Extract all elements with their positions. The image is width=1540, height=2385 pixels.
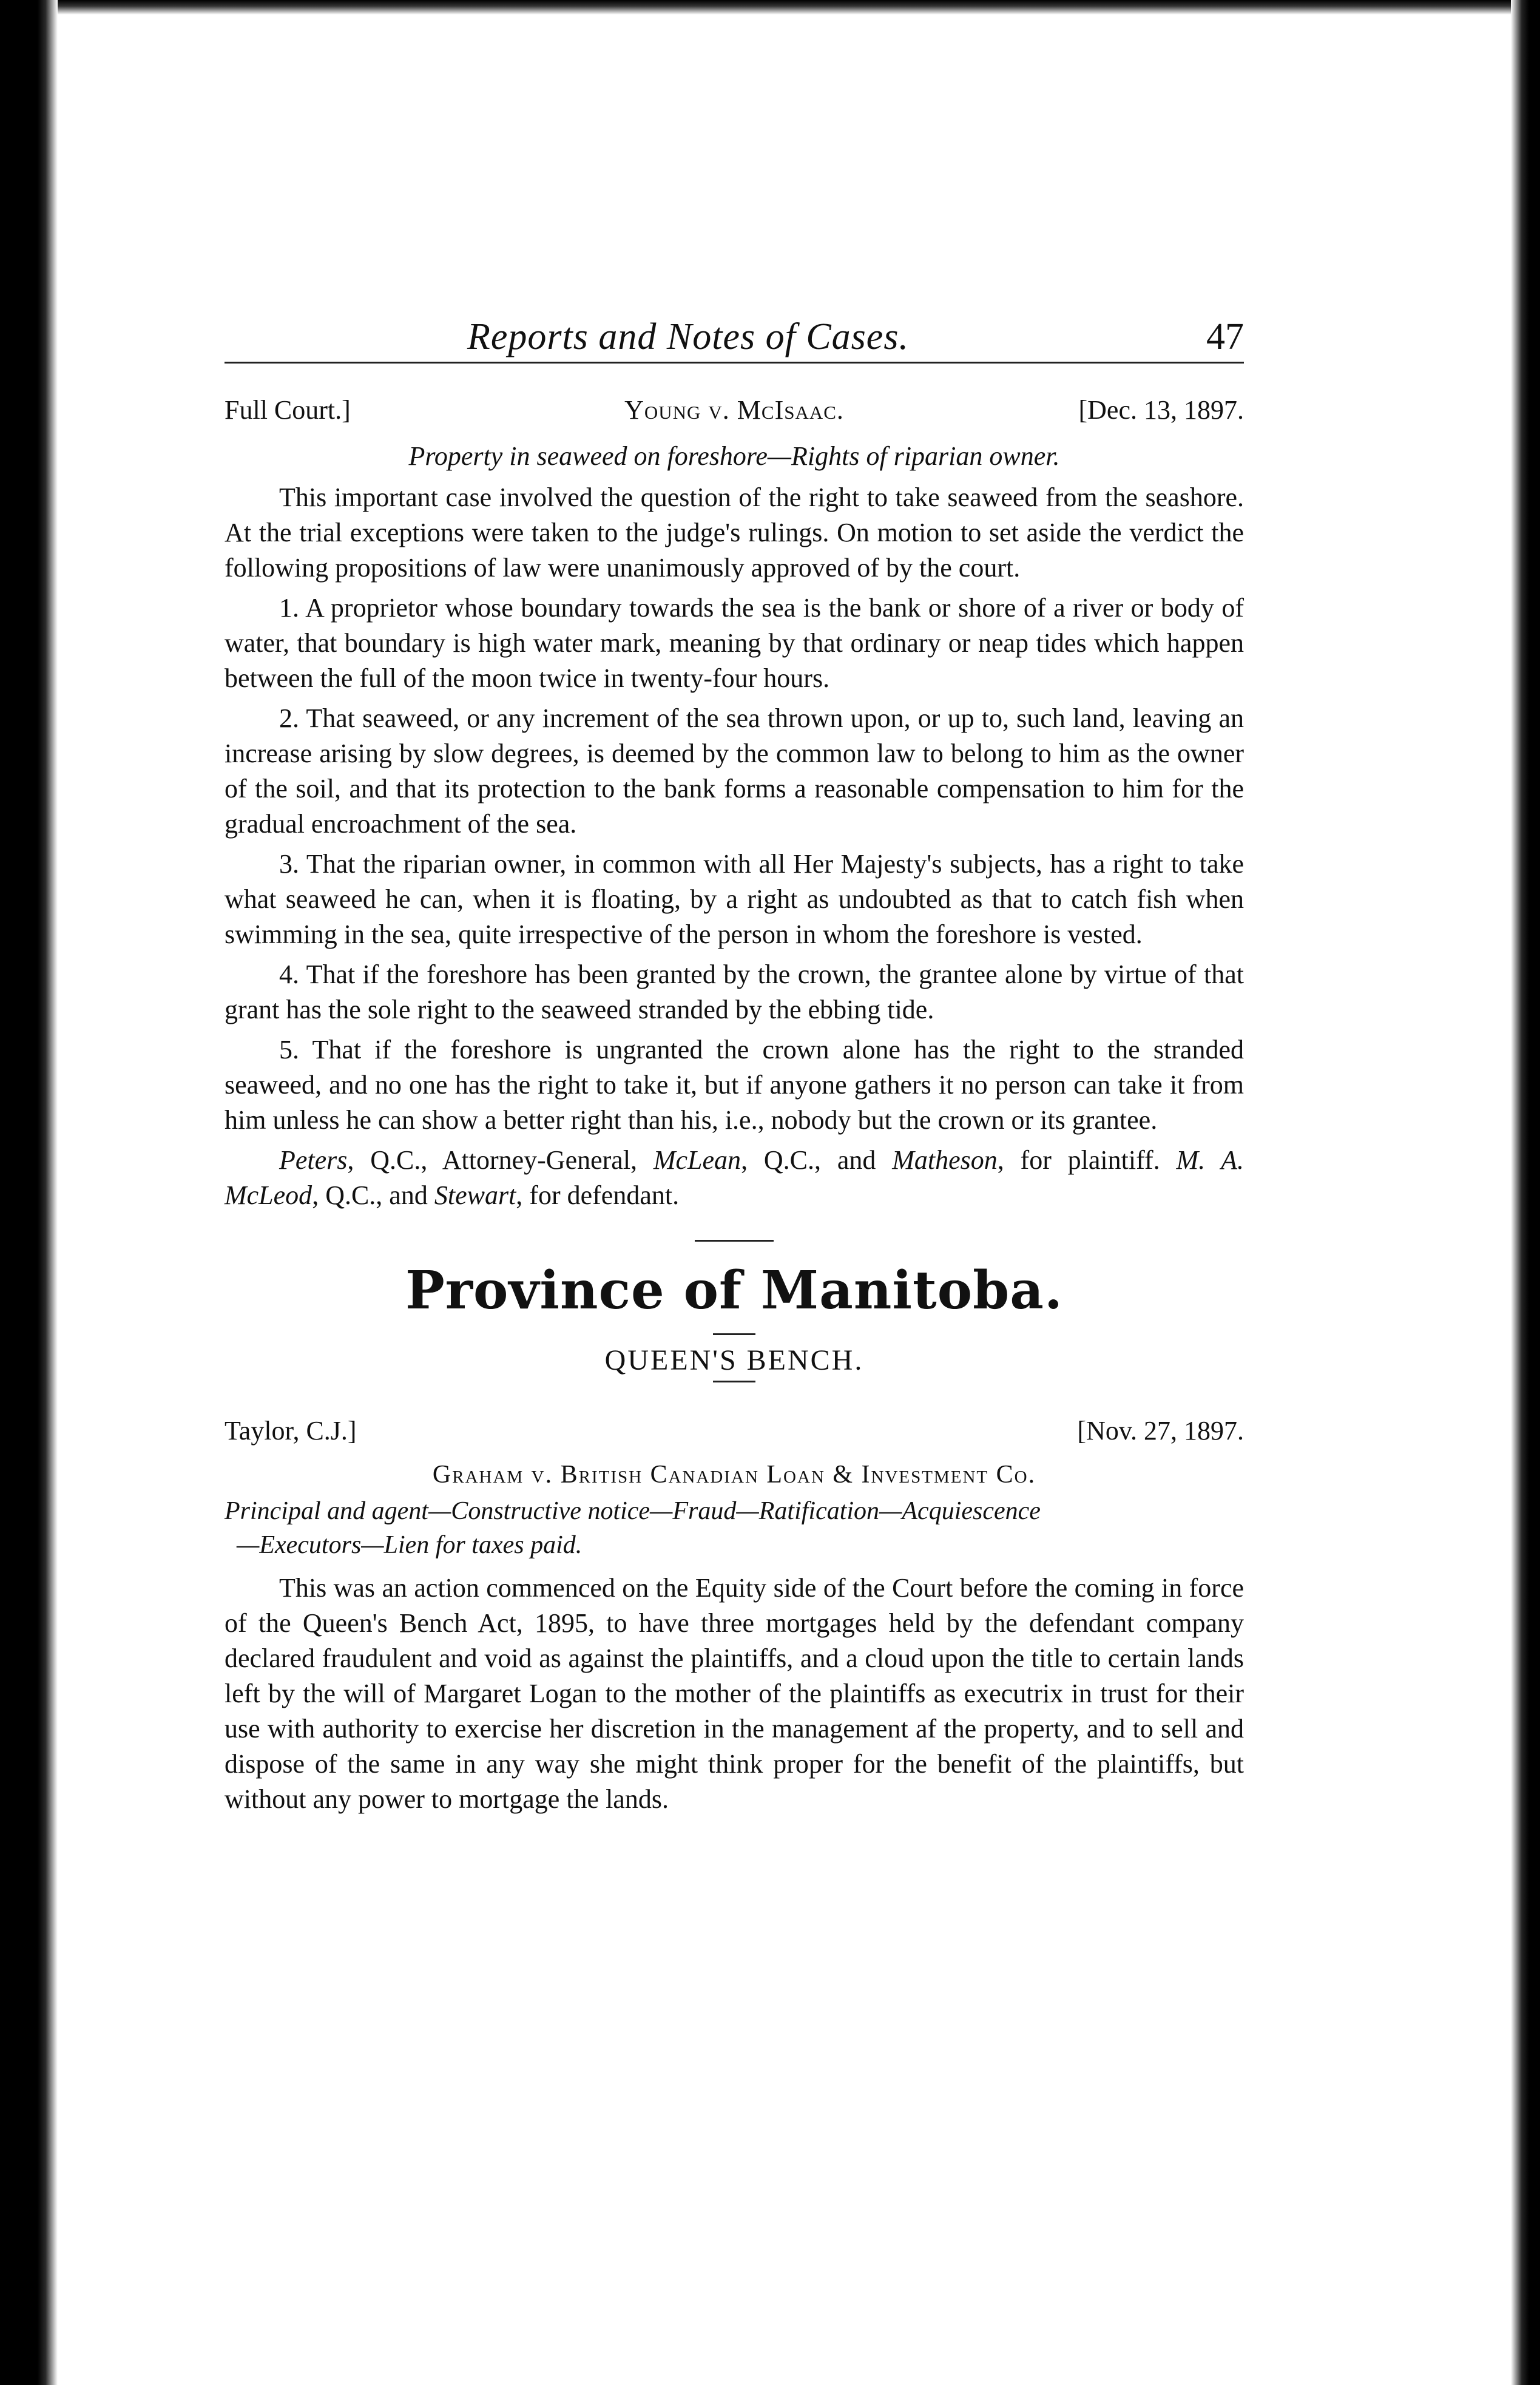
case2-headnote-line1: Principal and agent—Constructive notice—Fraud—Ratification—Acquiescence <box>225 1497 1041 1525</box>
case1-date: [Dec. 13, 1897. <box>1078 395 1244 425</box>
province-heading: Province of Manitoba. <box>405 1260 1063 1321</box>
counsel-text-2: , Q.C., and <box>741 1145 893 1175</box>
case1-headnote: Property in seaweed on foreshore—Rights of riparian owner. <box>408 441 1060 471</box>
counsel-stewart: Stewart <box>434 1180 516 1210</box>
case2-paragraph: This was an action commenced on the Equity side of the Court before the coming in force of the Queen's Bench Act, 1895, to have three mortgages held by the defendant company declared fraudulent and void as against the plaintiffs, and a cloud upon the title to certain lands left by the will of Margaret Logan to the mother of the plaintiffs as executrix in trust for their use with authority to exercise her discretion in the management af the property, and to sell and dispose of the same in any way she might think proper for the benefit of the plaintiffs, but without any power to mortgage the lands. <box>225 1573 1244 1814</box>
scan-right-edge <box>1511 0 1540 2385</box>
counsel-text-1: , Q.C., Attorney-General, <box>347 1145 653 1175</box>
page-number: 47 <box>1206 316 1244 357</box>
case1-proposition-3: 3. That the riparian owner, in common with all Her Majesty's subjects, has a right to take what seaweed he can, when it is floating, by a right as undoubted as that to catch fish when swimming in the sea, quite irrespective of the person in whom the foreshore is vested. <box>225 849 1244 949</box>
case2-header <box>225 1415 1244 1458</box>
counsel-peters: Peters <box>279 1145 348 1175</box>
counsel-mcleod: M. A. McLeod <box>225 1145 1244 1210</box>
case1-proposition-2: 2. That seaweed, or any increment of the sea thrown upon, or up to, such land, leaving an increase arising by slow degrees, is deemed by the common law to belong to him as the owner of the soil, and that its protection to the bank forms a reasonable compensation to him for the gradual encroachment of the sea. <box>225 703 1244 839</box>
counsel-matheson: Matheson <box>892 1145 998 1175</box>
running-title: Reports and Notes of Cases. <box>467 316 909 357</box>
case2-headnote-line2: —Executors—Lien for taxes paid. <box>237 1531 583 1559</box>
case2-headnote <box>225 1494 1244 1562</box>
section-divider <box>695 1240 774 1242</box>
counsel-text-3: , for plaintiff. <box>997 1145 1177 1175</box>
short-rule-1 <box>713 1333 755 1335</box>
counsel-text-4: , Q.C., and <box>312 1180 434 1210</box>
short-rule-2 <box>713 1381 755 1382</box>
scan-top-edge <box>36 0 1517 15</box>
counsel-mclean: McLean <box>653 1145 741 1175</box>
case1-title: Young v. McIsaac. <box>624 395 844 425</box>
case1-court: Full Court.] <box>225 395 351 425</box>
counsel-text-5: , for defendant. <box>516 1180 680 1210</box>
case1-paragraph: This important case involved the question of the right to take seaweed from the seashore. At the trial exceptions were taken to the judge's rulings. On motion to set aside the verdict the following propositions of law were unanimously approved of by the court. <box>225 482 1244 583</box>
case2-date: [Nov. 27, 1897. <box>1077 1416 1244 1446</box>
case2-judge: Taylor, C.J.] <box>225 1416 357 1446</box>
case1-header <box>225 394 1244 437</box>
header-rule <box>225 362 1244 364</box>
case1-counsel <box>225 1143 1244 1213</box>
page-content <box>225 310 1244 1822</box>
case1-proposition-5: 5. That if the foreshore is ungranted the crown alone has the right to the stranded seaweed, and no one has the right to take it, but if anyone gathers it no person can take it from him unless he can show a better right than his, i.e., nobody but the crown or its grantee. <box>225 1035 1244 1135</box>
case2-title: Graham v. British Canadian Loan & Investment Co. <box>432 1461 1036 1489</box>
court-heading: QUEEN'S BENCH. <box>604 1344 864 1376</box>
case1-proposition-4: 4. That if the foreshore has been granted by the crown, the grantee alone by virtue of that grant has the sole right to the seaweed stranded by the ebbing tide. <box>225 959 1244 1024</box>
scan-left-edge <box>0 0 58 2385</box>
case1-proposition-1: 1. A proprietor whose boundary towards the sea is the bank or shore of a river or body of water, that boundary is high water mark, meaning by that ordinary or neap tides which happen between the full of the moon twice in twenty-four hours. <box>225 593 1244 693</box>
running-head <box>225 310 1244 376</box>
